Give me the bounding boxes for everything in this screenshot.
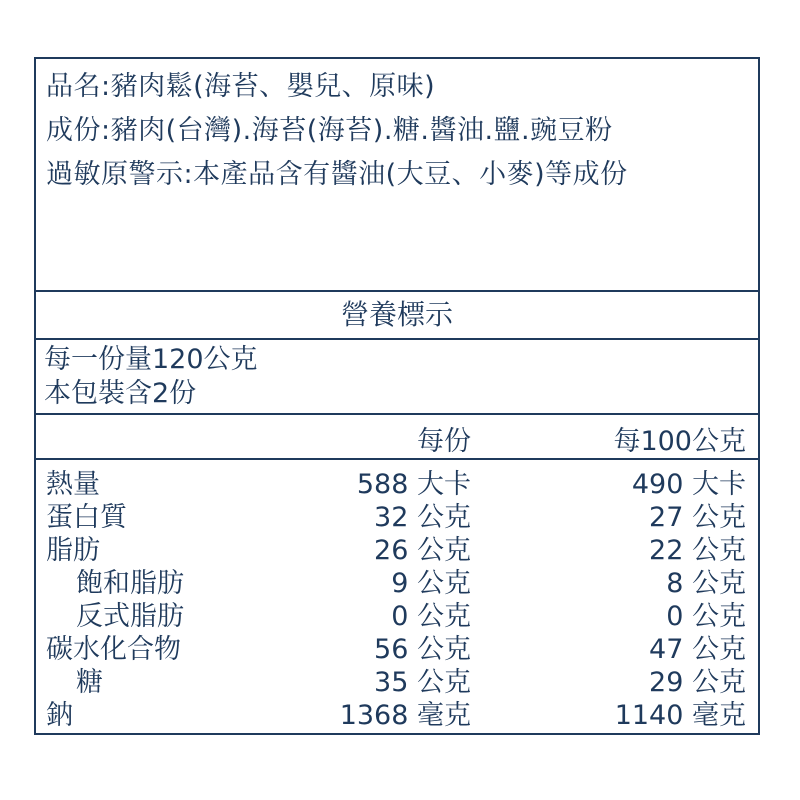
nutrient-per-100g: 47 公克	[649, 634, 746, 665]
nutrient-name: 脂肪	[46, 535, 100, 566]
nutrient-per-serving: 26 公克	[374, 535, 471, 566]
nutrient-name: 鈉	[46, 700, 73, 731]
nutrient-per-serving: 588 大卡	[356, 469, 471, 500]
nutrient-row-trans-fat	[36, 600, 758, 633]
nutrient-name: 蛋白質	[46, 502, 127, 533]
nutrient-row-sugar	[36, 666, 758, 699]
column-headers	[36, 415, 758, 460]
serving-info	[36, 340, 758, 415]
nutrient-name: 糖	[76, 667, 103, 698]
nutrient-per-100g: 0 公克	[666, 601, 746, 632]
nutrient-per-100g: 8 公克	[666, 568, 746, 599]
allergen-warning: 過敏原警示:本產品含有醬油(大豆、小麥)等成份	[46, 159, 628, 190]
nutrient-per-serving: 0 公克	[391, 601, 471, 632]
ingredients-section	[36, 59, 758, 292]
nutrient-row-energy	[36, 468, 758, 501]
nutrient-row-protein	[36, 501, 758, 534]
nutrient-per-serving: 1368 毫克	[339, 700, 471, 731]
nutrient-name: 碳水化合物	[46, 634, 181, 665]
nutrient-per-100g: 29 公克	[649, 667, 746, 698]
nutrient-per-serving: 9 公克	[391, 568, 471, 599]
product-name: 品名:豬肉鬆(海苔、嬰兒、原味)	[46, 71, 436, 102]
nutrient-per-100g: 27 公克	[649, 502, 746, 533]
serving-size: 每一份量120公克	[44, 344, 258, 375]
nutrition-rows	[36, 460, 758, 732]
col-per-100g: 每100公克	[613, 426, 746, 457]
nutrient-name: 飽和脂肪	[76, 568, 184, 599]
nutrition-title: 營養標示	[36, 292, 758, 340]
nutrient-per-100g: 1140 毫克	[614, 700, 746, 731]
nutrient-name: 熱量	[46, 469, 100, 500]
nutrition-label	[34, 57, 760, 735]
servings-per-package: 本包裝含2份	[44, 378, 197, 409]
nutrient-per-100g: 490 大卡	[631, 469, 746, 500]
ingredients-list: 成份:豬肉(台灣).海苔(海苔).糖.醬油.鹽.豌豆粉	[46, 115, 613, 146]
nutrient-per-serving: 56 公克	[374, 634, 471, 665]
nutrient-name: 反式脂肪	[76, 601, 184, 632]
col-per-serving: 每份	[417, 426, 471, 457]
nutrient-per-serving: 35 公克	[374, 667, 471, 698]
nutrient-row-sodium	[36, 699, 758, 732]
nutrient-row-carbohydrate	[36, 633, 758, 666]
nutrient-per-100g: 22 公克	[649, 535, 746, 566]
nutrient-row-fat	[36, 534, 758, 567]
nutrient-per-serving: 32 公克	[374, 502, 471, 533]
nutrient-row-saturated-fat	[36, 567, 758, 600]
